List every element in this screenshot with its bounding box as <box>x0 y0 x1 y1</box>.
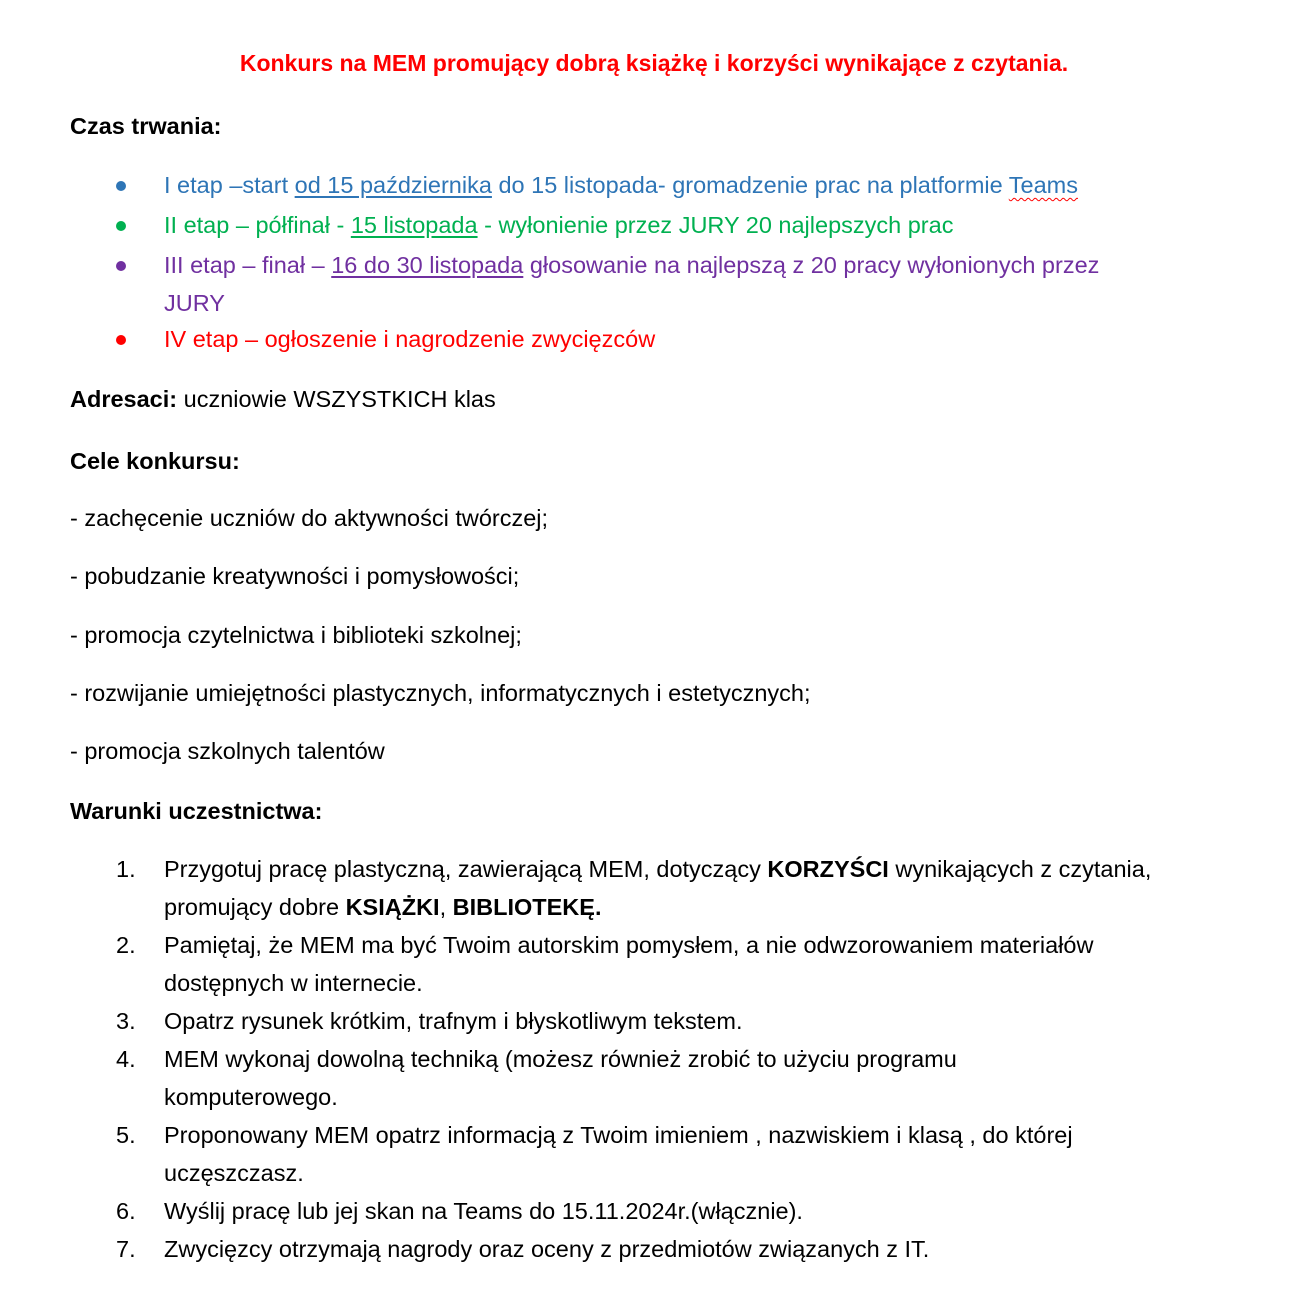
stage-3: III etap – finał – 16 do 30 listopada głosowanie na najlepszą z 20 pracy wyłonionych przez <box>164 252 1100 278</box>
condition-2-line-2: dostępnych w internecie. <box>164 970 423 996</box>
condition-4-line-1: MEM wykonaj dowolną techniką (możesz również zrobić to użyciu programu <box>164 1046 957 1072</box>
adresaci-label: Adresaci: <box>70 386 178 412</box>
section-heading-czas-trwania: Czas trwania: <box>70 113 222 139</box>
condition-4-line-2: komputerowego. <box>164 1084 338 1110</box>
section-heading-warunki: Warunki uczestnictwa: <box>70 798 323 824</box>
condition-7: Zwycięzcy otrzymają nagrody oraz oceny z przedmiotów związanych z IT. <box>164 1236 930 1262</box>
document-title: Konkurs na MEM promujący dobrą książkę i korzyści wynikające z czytania. <box>239 50 1069 76</box>
goal-item: - rozwijanie umiejętności plastycznych, informatycznych i estetycznych; <box>70 680 811 706</box>
bullet-icon <box>116 181 126 191</box>
bullet-icon <box>116 335 126 345</box>
stage-1: I etap –start od 15 października do 15 listopada- gromadzenie prac na platformie Teams <box>164 172 1079 198</box>
goal-item: - zachęcenie uczniów do aktywności twórczej; <box>70 505 549 531</box>
list-number: 5. <box>116 1122 136 1148</box>
list-number: 3. <box>116 1008 136 1034</box>
stage-2: II etap – półfinał - 15 listopada - wyłonienie przez JURY 20 najlepszych prac <box>164 212 954 238</box>
condition-5-line-2: uczęszczasz. <box>164 1160 304 1186</box>
adresaci-line <box>70 384 496 414</box>
goal-item: - promocja czytelnictwa i biblioteki szkolnej; <box>70 622 522 648</box>
condition-3: Opatrz rysunek krótkim, trafnym i błyskotliwym tekstem. <box>164 1008 743 1034</box>
list-number: 4. <box>116 1046 136 1072</box>
condition-6: Wyślij pracę lub jej skan na Teams do 15.11.2024r.(włącznie). <box>164 1198 803 1224</box>
condition-2-line-1: Pamiętaj, że MEM ma być Twoim autorskim pomysłem, a nie odwzorowaniem materiałów <box>164 932 1094 958</box>
stage-3-continuation: JURY <box>164 290 225 316</box>
condition-5-line-1: Proponowany MEM opatrz informacją z Twoim imieniem , nazwiskiem i klasą , do której <box>164 1122 1073 1148</box>
condition-1-line-1: Przygotuj pracę plastyczną, zawierającą MEM, dotyczący KORZYŚCI wynikających z czytania, <box>164 856 1152 882</box>
condition-1-line-2: promujący dobre KSIĄŻKI, BIBLIOTEKĘ. <box>164 894 602 920</box>
stage-4: IV etap – ogłoszenie i nagrodzenie zwycięzców <box>164 326 656 352</box>
bullet-icon <box>116 261 126 271</box>
section-heading-cele: Cele konkursu: <box>70 448 240 474</box>
goal-item: - promocja szkolnych talentów <box>70 738 385 764</box>
bullet-icon <box>116 221 126 231</box>
list-number: 2. <box>116 932 136 958</box>
list-number: 7. <box>116 1236 136 1262</box>
adresaci-text: uczniowie WSZYSTKICH klas <box>177 386 496 412</box>
goal-item: - pobudzanie kreatywności i pomysłowości; <box>70 563 520 589</box>
list-number: 1. <box>116 856 136 882</box>
list-number: 6. <box>116 1198 136 1224</box>
